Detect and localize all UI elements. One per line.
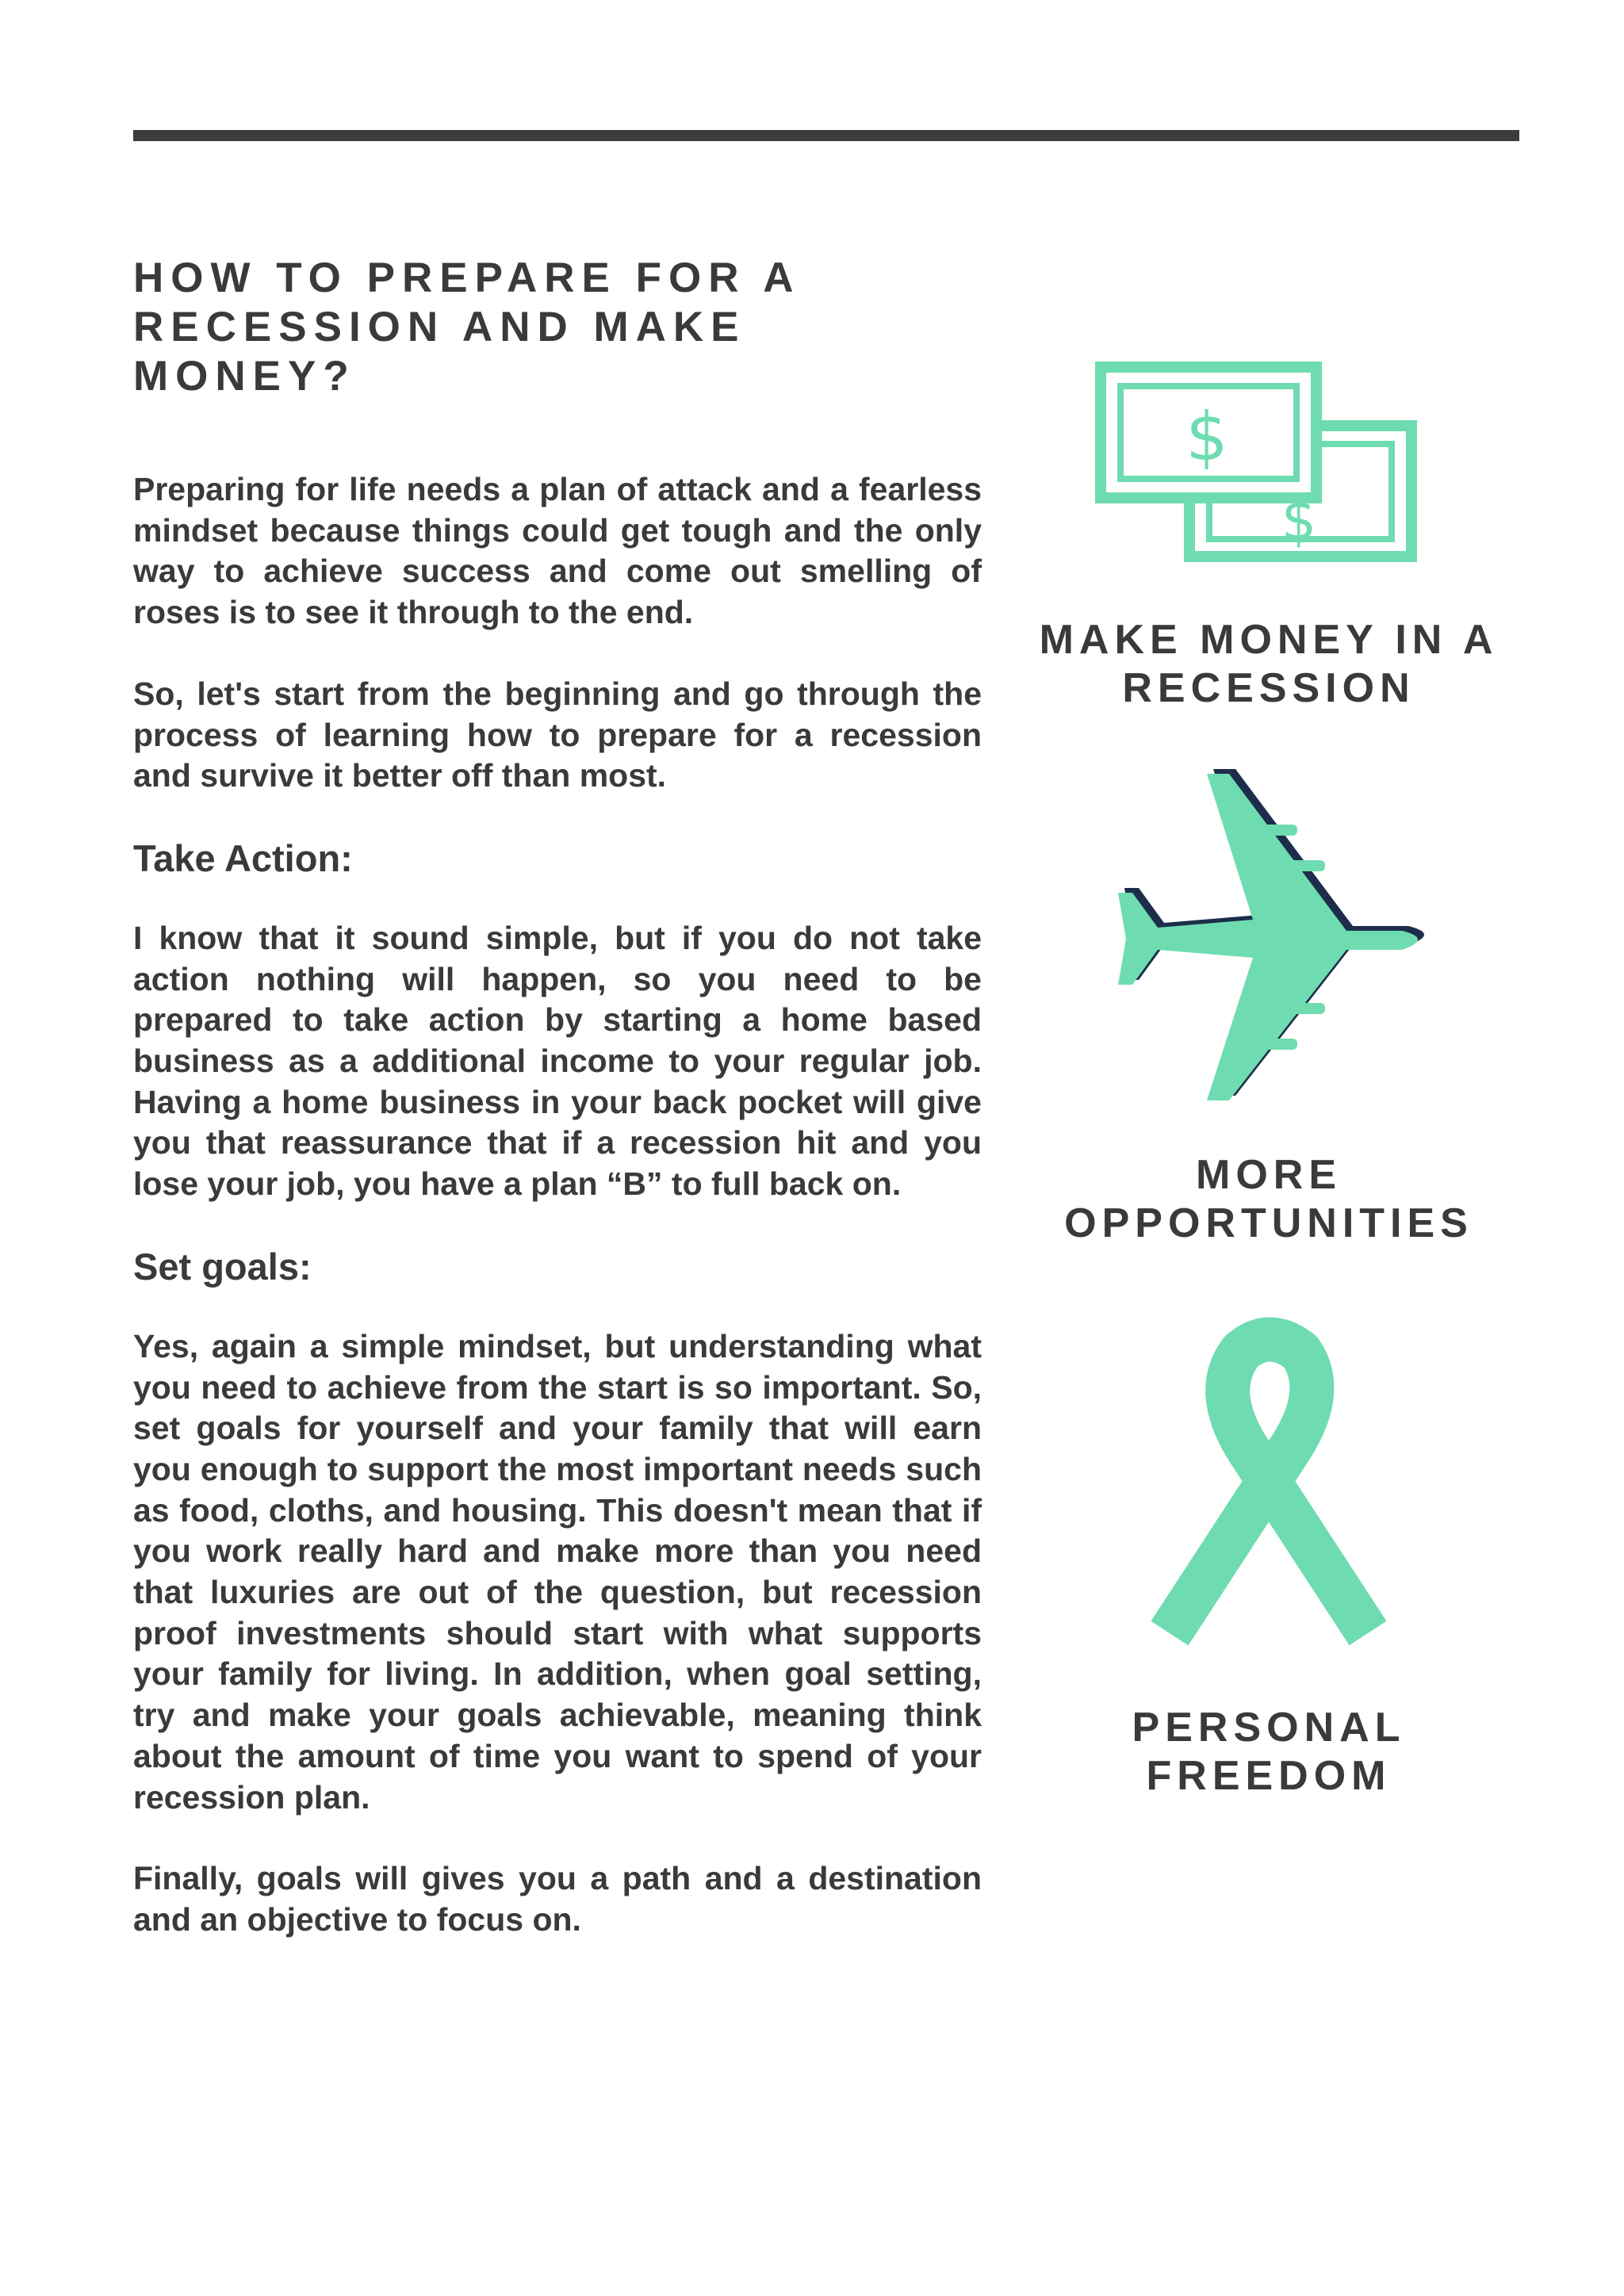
section-paragraph-set-goals: Yes, again a simple mindset, but understanding what you need to achieve from the start is so important. So, set goals for yourself and your family that will earn you enough to support the most important needs such as food, cloths, and housing. This doesn't mean that if you work really hard and make more than you need that luxuries are out of the question, but recession proof investments should start with what supports your family for living. In addition, when goal setting, try and make your goals achievable, meaning think about the amount of time you want to spend of your recession plan. bbox=[133, 1327, 982, 1816]
sidebar-label-more-opportunities: MORE OPPORTUNITIES bbox=[1064, 1152, 1473, 1246]
sidebar bbox=[1031, 0, 1507, 2296]
intro-paragraph: So, let's start from the beginning and go through the process of learning how to prepare for a recession and survive it better off than most. bbox=[133, 675, 982, 794]
section-heading-set-goals: Set goals: bbox=[133, 1245, 312, 1288]
money-bills-icon bbox=[1094, 361, 1427, 575]
awareness-ribbon-icon bbox=[1138, 1316, 1400, 1649]
closing-paragraph: Finally, goals will gives you a path and a destination and an objective to focus on. bbox=[133, 1860, 982, 1938]
intro-paragraph: Preparing for life needs a plan of attack and a fearless mindset because things could get tough and the only way to achieve success and come out smelling of roses is to see it through to the end. bbox=[133, 471, 982, 631]
sidebar-label-make-money: MAKE MONEY IN A RECESSION bbox=[1039, 617, 1499, 711]
airplane-icon bbox=[1094, 769, 1443, 1110]
page-title: HOW TO PREPARE FOR A RECESSION AND MAKE MONEY? bbox=[133, 254, 799, 400]
section-paragraph-take-action: I know that it sound simple, but if you do not take action nothing will happen, so you need to be prepared to take action by starting a home based business as a additional income to your regular job. Having a home business in your back pocket will give you that reassurance that if a recession hit and you lose your job, you have a plan “B” to full back on. bbox=[133, 919, 982, 1203]
section-heading-take-action: Take Action: bbox=[133, 836, 353, 879]
article bbox=[133, 254, 982, 1941]
sidebar-label-personal-freedom: PERSONAL FREEDOM bbox=[1132, 1705, 1406, 1799]
svg-text:$: $ bbox=[1281, 488, 1317, 553]
svg-text:$: $ bbox=[1185, 398, 1228, 476]
